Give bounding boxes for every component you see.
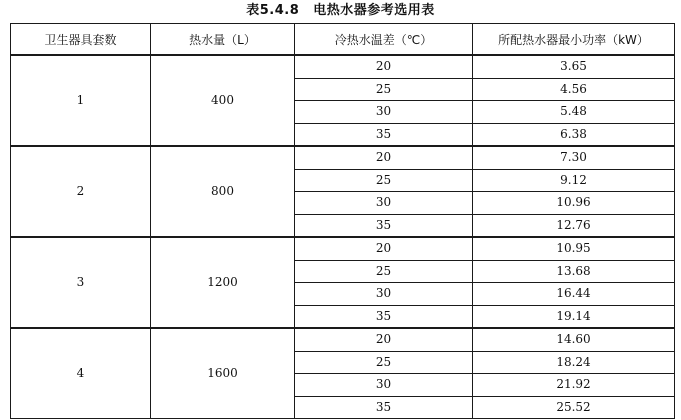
fixture-sets-cell: 4 [11, 328, 151, 419]
temp-diff-cell: 35 [295, 396, 473, 419]
header-hot-water-volume: 热水量（L） [151, 24, 295, 56]
temp-diff-cell: 30 [295, 374, 473, 397]
temp-diff-cell: 35 [295, 305, 473, 328]
temp-diff-cell: 35 [295, 123, 473, 146]
header-min-power: 所配热水器最小功率（kW） [473, 24, 675, 56]
fixture-sets-cell: 2 [11, 146, 151, 237]
temp-diff-cell: 20 [295, 55, 473, 78]
table-number: 表5.4.8 [246, 3, 300, 18]
power-cell: 4.56 [473, 78, 675, 101]
power-cell: 10.95 [473, 237, 675, 260]
temp-diff-cell: 30 [295, 283, 473, 306]
power-cell: 19.14 [473, 305, 675, 328]
power-cell: 10.96 [473, 192, 675, 215]
power-cell: 13.68 [473, 260, 675, 283]
table-row [11, 146, 675, 169]
hot-water-volume-cell: 1600 [151, 328, 295, 419]
power-cell: 3.65 [473, 55, 675, 78]
temp-diff-cell: 25 [295, 169, 473, 192]
fixture-sets-cell: 3 [11, 237, 151, 328]
hot-water-volume-cell: 1200 [151, 237, 295, 328]
table-row [11, 55, 675, 78]
temp-diff-cell: 30 [295, 101, 473, 124]
temp-diff-cell: 35 [295, 214, 473, 237]
temp-diff-cell: 20 [295, 146, 473, 169]
temp-diff-cell: 20 [295, 237, 473, 260]
power-cell: 21.92 [473, 374, 675, 397]
table-row [11, 328, 675, 351]
water-heater-selection-table [10, 23, 675, 419]
temp-diff-cell: 20 [295, 328, 473, 351]
header-row [11, 24, 675, 56]
power-cell: 9.12 [473, 169, 675, 192]
power-cell: 6.38 [473, 123, 675, 146]
hot-water-volume-cell: 800 [151, 146, 295, 237]
temp-diff-cell: 25 [295, 260, 473, 283]
power-cell: 7.30 [473, 146, 675, 169]
power-cell: 18.24 [473, 351, 675, 374]
hot-water-volume-cell: 400 [151, 55, 295, 146]
temp-diff-cell: 25 [295, 351, 473, 374]
power-cell: 12.76 [473, 214, 675, 237]
header-temp-difference: 冷热水温差（℃） [295, 24, 473, 56]
fixture-sets-cell: 1 [11, 55, 151, 146]
power-cell: 5.48 [473, 101, 675, 124]
power-cell: 16.44 [473, 283, 675, 306]
power-cell: 25.52 [473, 396, 675, 419]
table-row [11, 237, 675, 260]
temp-diff-cell: 30 [295, 192, 473, 215]
header-fixture-sets: 卫生器具套数 [11, 24, 151, 56]
temp-diff-cell: 25 [295, 78, 473, 101]
power-cell: 14.60 [473, 328, 675, 351]
table-title: 电热水器参考选用表 [313, 3, 435, 18]
table-caption [0, 0, 681, 22]
